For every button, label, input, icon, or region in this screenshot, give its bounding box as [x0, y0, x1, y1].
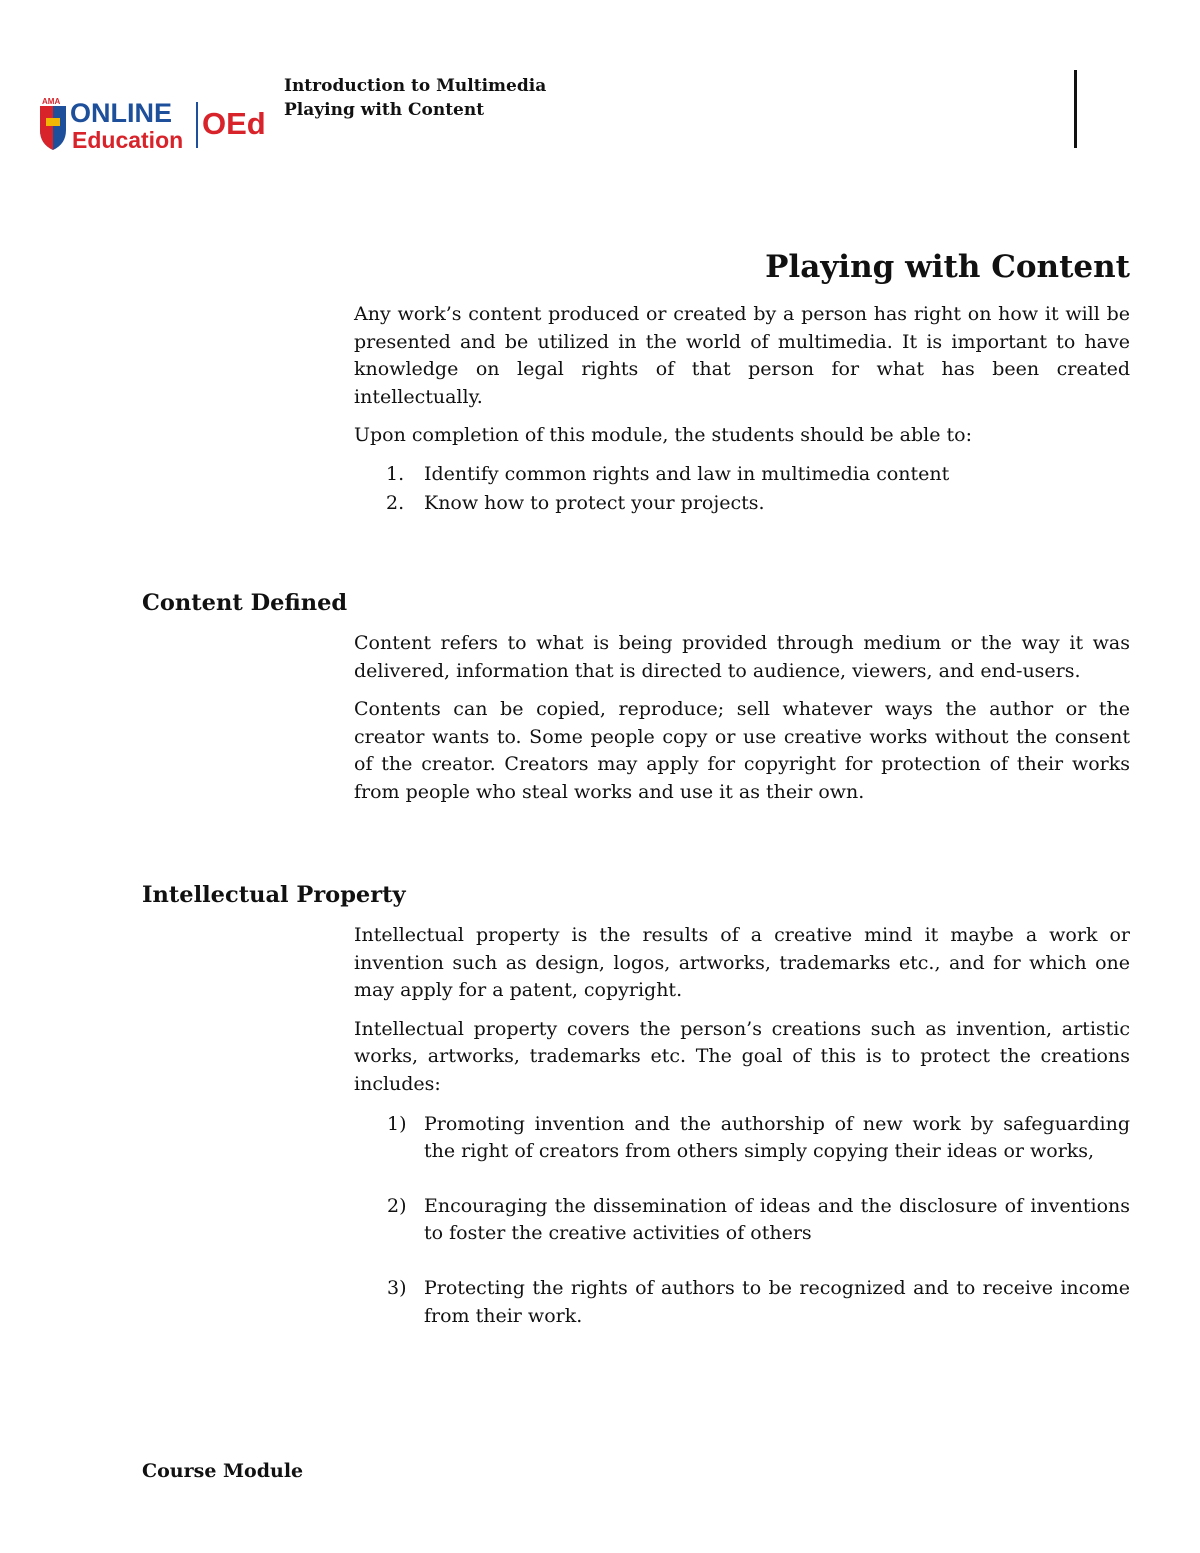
topic-title: Playing with Content — [284, 100, 485, 120]
logo-education-text: Education — [72, 127, 184, 152]
intro-paragraph: Any work’s content produced or created by a person has right on how it will be presented and be utilized in the world of multimedia. It is important to have knowledge on legal rights of that person for what has been created intellectually. — [354, 303, 1130, 408]
list-item — [354, 1275, 1130, 1330]
list-item-text: Identify common rights and law in multimedia content — [424, 462, 950, 485]
ip-paragraph: Intellectual property covers the person’s creations such as invention, artistic works, artworks, trademarks etc. The goal of this is to protect the creations includes: — [354, 1017, 1130, 1095]
list-item-text: Encouraging the dissemination of ideas and the disclosure of inventions to foster the creative activities of others — [424, 1194, 1130, 1245]
list-item — [354, 1111, 1130, 1166]
list-item — [354, 489, 1130, 518]
intro-section — [354, 301, 1130, 518]
logo-online-text: ONLINE — [70, 98, 173, 128]
list-item — [354, 1193, 1130, 1248]
list-item-text: Protecting the rights of authors to be recognized and to receive income from their work. — [424, 1276, 1130, 1327]
objectives-lead: Upon completion of this module, the students should be able to: — [354, 424, 972, 447]
goals-list — [354, 1111, 1130, 1331]
list-item-number: 1. — [386, 462, 405, 485]
list-item-text: Know how to protect your projects. — [424, 491, 765, 514]
content-paragraph: Content refers to what is being provided through medium or the way it was delivered, information that is directed to audience, viewers, and end-users. — [354, 632, 1130, 682]
intellectual-property-section — [354, 922, 1130, 1357]
ip-paragraph: Intellectual property is the results of a creative mind it maybe a work or invention such as design, logos, artworks, trademarks etc., and for which one may apply for a patent, copyright. — [354, 924, 1130, 1002]
content-defined-heading: Content Defined — [142, 590, 348, 616]
content-defined-section — [354, 630, 1130, 807]
footer-label: Course Module — [142, 1460, 304, 1482]
list-item-number: 2) — [387, 1194, 407, 1217]
list-item-text: Promoting invention and the authorship of new work by safeguarding the right of creators from others simply copying their ideas or works, — [424, 1112, 1130, 1163]
online-education-logo — [36, 96, 272, 152]
intellectual-property-heading: Intellectual Property — [142, 882, 406, 908]
objectives-list — [354, 460, 1130, 518]
ama-logo-text: AMA — [42, 97, 61, 106]
running-header — [284, 74, 546, 122]
content-paragraph: Contents can be copied, reproduce; sell whatever ways the author or the creator wants to. Some people copy or use creative works without the consent of the creator. Creators may apply for copyright for protection of their works from people who steal works and use it as their own. — [354, 698, 1130, 803]
logo-oed-text: OEd — [202, 106, 266, 141]
header-divider — [1074, 70, 1077, 148]
list-item — [354, 460, 1130, 489]
logo-graphic — [36, 96, 272, 152]
page-title: Playing with Content — [765, 249, 1130, 285]
list-item-number: 3) — [387, 1276, 407, 1299]
list-item-number: 1) — [387, 1112, 407, 1135]
course-title: Introduction to Multimedia — [284, 76, 547, 96]
list-item-number: 2. — [386, 491, 405, 514]
